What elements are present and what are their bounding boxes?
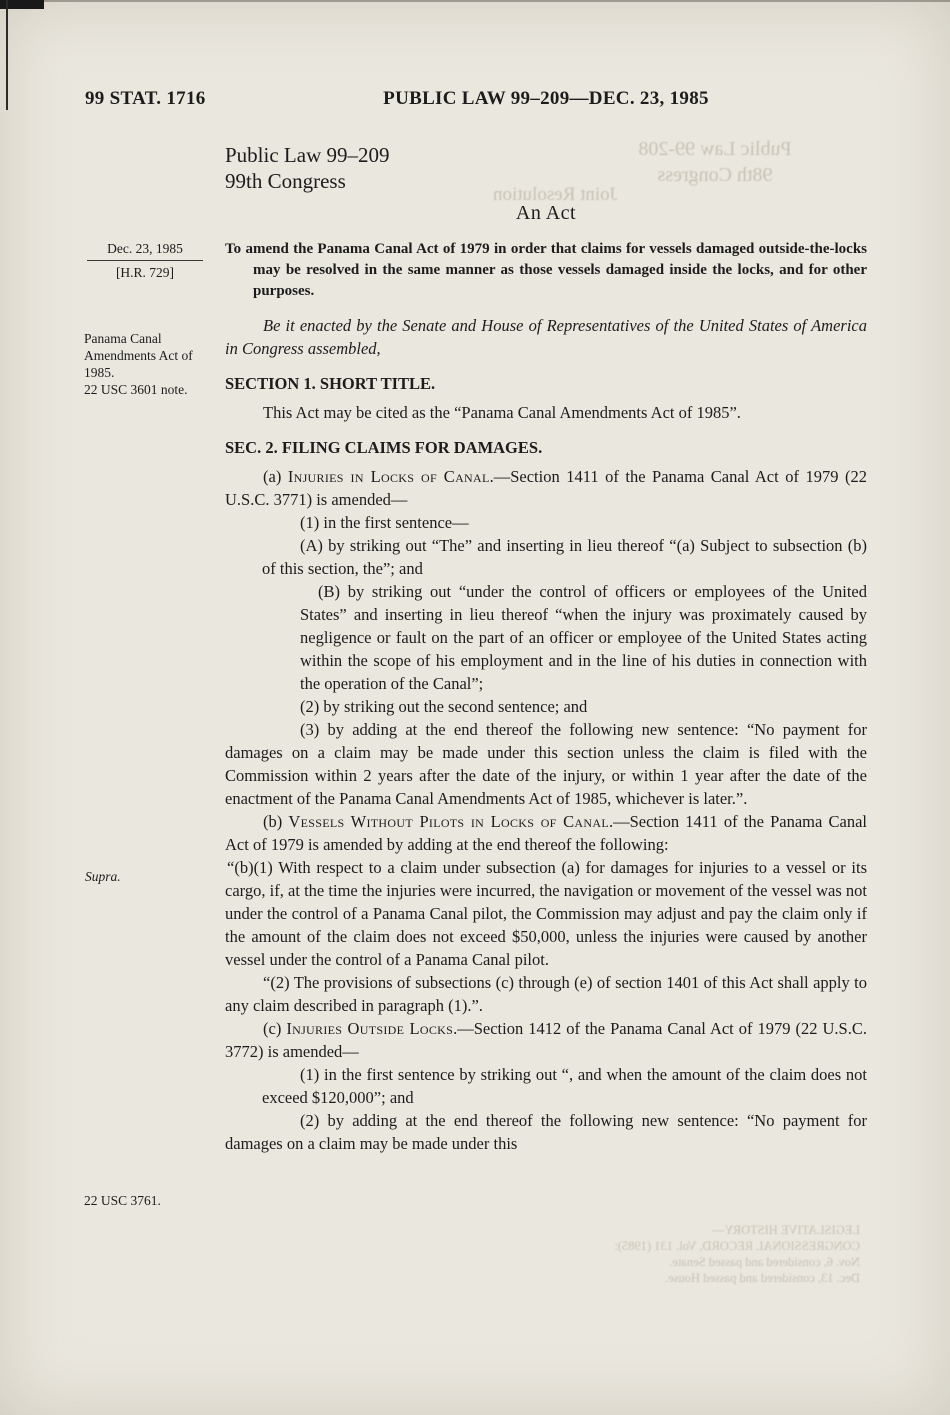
subsection-a-number: (a)	[263, 467, 288, 486]
section-1-text: This Act may be cited as the “Panama Canal Amendments Act of 1985”.	[263, 403, 741, 422]
margin-note-supra: Supra.	[85, 869, 121, 884]
margin-note-rule	[87, 260, 203, 261]
paragraph-c1: (1) in the first sentence by striking out “, and when the amount of the claim does not exceed $120,000”; and	[262, 1065, 867, 1107]
subsection-a-catchline: Injuries in Locks of Canal	[287, 467, 490, 486]
enacting-clause: Be it enacted by the Senate and House of Representatives of the United States of America in Congress assembled,	[225, 316, 867, 358]
margin-note-date	[85, 240, 205, 281]
scan-edge-line-artifact	[6, 0, 8, 110]
paragraph-a2: (2) by striking out the second sentence; and	[300, 697, 588, 716]
paragraph-a1: (1) in the first sentence—	[300, 513, 469, 532]
scan-top-edge-artifact	[44, 0, 950, 2]
quoted-paragraph-b2: “(2) The provisions of subsections (c) through (e) of section 1401 of this Act shall apply to any claim described in paragraph (1).”.	[225, 973, 867, 1015]
public-law-number: Public Law 99–209	[225, 143, 390, 167]
congress-number: 99th Congress	[225, 169, 346, 193]
subsection-c-text: .—Section 1412 of the Panama Canal Act of 1979 (22 U.S.C. 3772) is amended—	[225, 1019, 867, 1061]
subsection-b	[225, 810, 867, 856]
paragraph-a3: (3) by adding at the end thereof the following new sentence: “No payment for damages on a claim may be made under this section unless the claim is filed with the Commission within 2 years after the date of the injury, or within 1 year after the date of the enactment of the Panama Canal Amendments Act of 1985, whichever is later.”.	[225, 720, 867, 808]
subsection-c-catchline: Injuries Outside Locks	[286, 1019, 454, 1038]
subsection-a	[225, 465, 867, 511]
quoted-subsection-b1: “(b)(1) With respect to a claim under subsection (a) for damages for injuries to a vessel or its cargo, if, at the time the injuries were incurred, the navigation or movement of the vessel was not under the control of a Panama Canal pilot, the Commission may adjust and pay the claim only if the amount of the claim does not exceed $50,000, unless the injuries were caused by another vessel under the control of a Panama Canal pilot.	[225, 858, 867, 969]
enactment-date: Dec. 23, 1985	[107, 241, 183, 256]
an-act-heading: An Act	[515, 202, 577, 224]
show-through-joint-resolution: Joint Resolution	[492, 184, 618, 205]
subsection-c-number: (c)	[263, 1019, 287, 1038]
show-through-line: CONGRESSIONAL RECORD, Vol. 131 (1985):	[614, 1239, 860, 1253]
paragraph-c2: (2) by adding at the end thereof the following new sentence: “No payment for damages on a claim may be made under this	[225, 1111, 867, 1153]
statute-text-column	[225, 142, 867, 1155]
show-through-line: 98th Congress	[657, 164, 773, 186]
section-1-heading: SECTION 1. SHORT TITLE.	[225, 374, 436, 393]
margin-note-popular-name	[84, 330, 208, 398]
subsection-b-text: .—Section 1411 of the Panama Canal Act of 1979 is amended by adding at the end thereof the following:	[225, 812, 867, 854]
statutes-page-number: 99 STAT. 1716	[85, 88, 206, 109]
subsection-b-number: (b)	[263, 812, 289, 831]
subsection-b-catchline: Vessels Without Pilots in Locks of Canal	[288, 812, 609, 831]
show-through-line: Dec. 13, considered and passed House.	[664, 1271, 860, 1285]
section-2-heading: SEC. 2. FILING CLAIMS FOR DAMAGES.	[225, 438, 543, 457]
usc-note: 22 USC 3601 note.	[84, 382, 188, 397]
subparagraph-a1B: (B) by striking out “under the control of officers or employees of the United States” and inserting in lieu thereof “when the injury was proximately caused by negligence or fault on the part of an officer or employee of the United States acting within the scope of his employment and in the line of his duties in connection with the operation of the Canal”;	[300, 582, 867, 693]
running-title: PUBLIC LAW 99–209—DEC. 23, 1985	[383, 88, 709, 109]
show-through-line: Public Law 99-208	[638, 138, 792, 160]
show-through-line: Nov. 6, considered and passed Senate.	[669, 1255, 860, 1269]
show-through-line: LEGISLATIVE HISTORY—	[711, 1223, 860, 1237]
subsection-c	[225, 1017, 867, 1063]
preamble: To amend the Panama Canal Act of 1979 in order that claims for vessels damaged outside-the-locks may be resolved in the same manner as those vessels damaged inside the locks, and for other purposes.	[225, 241, 867, 299]
bill-number: [H.R. 729]	[115, 265, 175, 280]
subparagraph-a1A: (A) by striking out “The” and inserting in lieu thereof “(a) Subject to subsection (b) of this section, the”; and	[262, 536, 867, 578]
subsection-a-text: .—Section 1411 of the Panama Canal Act of 1979 (22 U.S.C. 3771) is amended—	[225, 467, 867, 509]
show-through-legislative-history	[520, 1222, 860, 1286]
popular-name: Panama Canal Amendments Act of 1985.	[84, 331, 193, 380]
margin-note-usc-citation: 22 USC 3761.	[84, 1193, 161, 1208]
